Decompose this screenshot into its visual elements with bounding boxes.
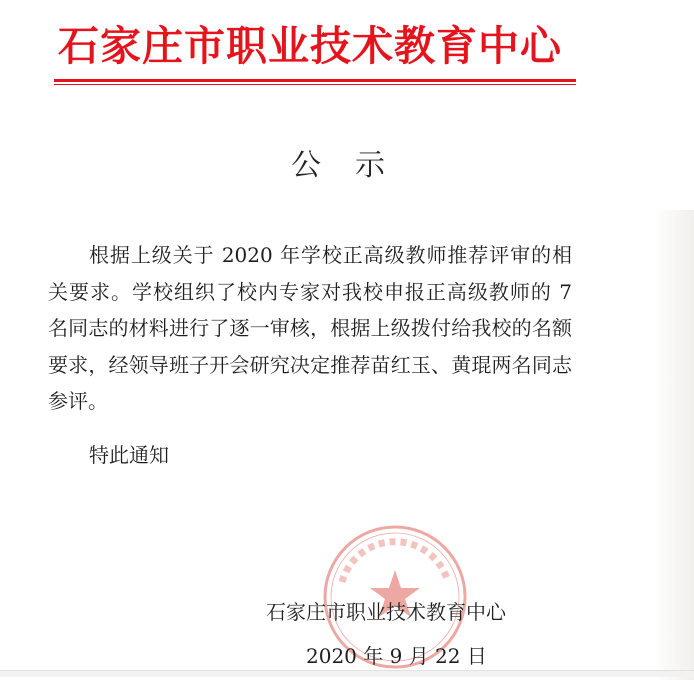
signature-organization: 石家庄市职业技术教育中心 [266, 600, 506, 624]
notice-body: 根据上级关于 2020 年学校正高级教师推荐评审的相关要求。学校组织了校内专家对我校申报正高级教师的 7 名同志的材料进行了逐一审核，根据上级拨付给我校的名额要求，经领导班子开会研究决定推荐苗红玉、黄琨两名同志参评。 [48, 243, 572, 413]
scan-shadow [654, 210, 694, 680]
notice-title: 公示 [291, 148, 419, 183]
letterhead-rule-thin [54, 84, 576, 85]
letterhead-rule-thick [54, 79, 576, 82]
notice-closing: 特此通知 [89, 443, 169, 467]
letterhead-title: 石家庄市职业技术教育中心 [58, 22, 562, 70]
viewer-bottom-edge [0, 670, 694, 677]
signature-date: 2020 年 9 月 22 日 [306, 644, 487, 668]
